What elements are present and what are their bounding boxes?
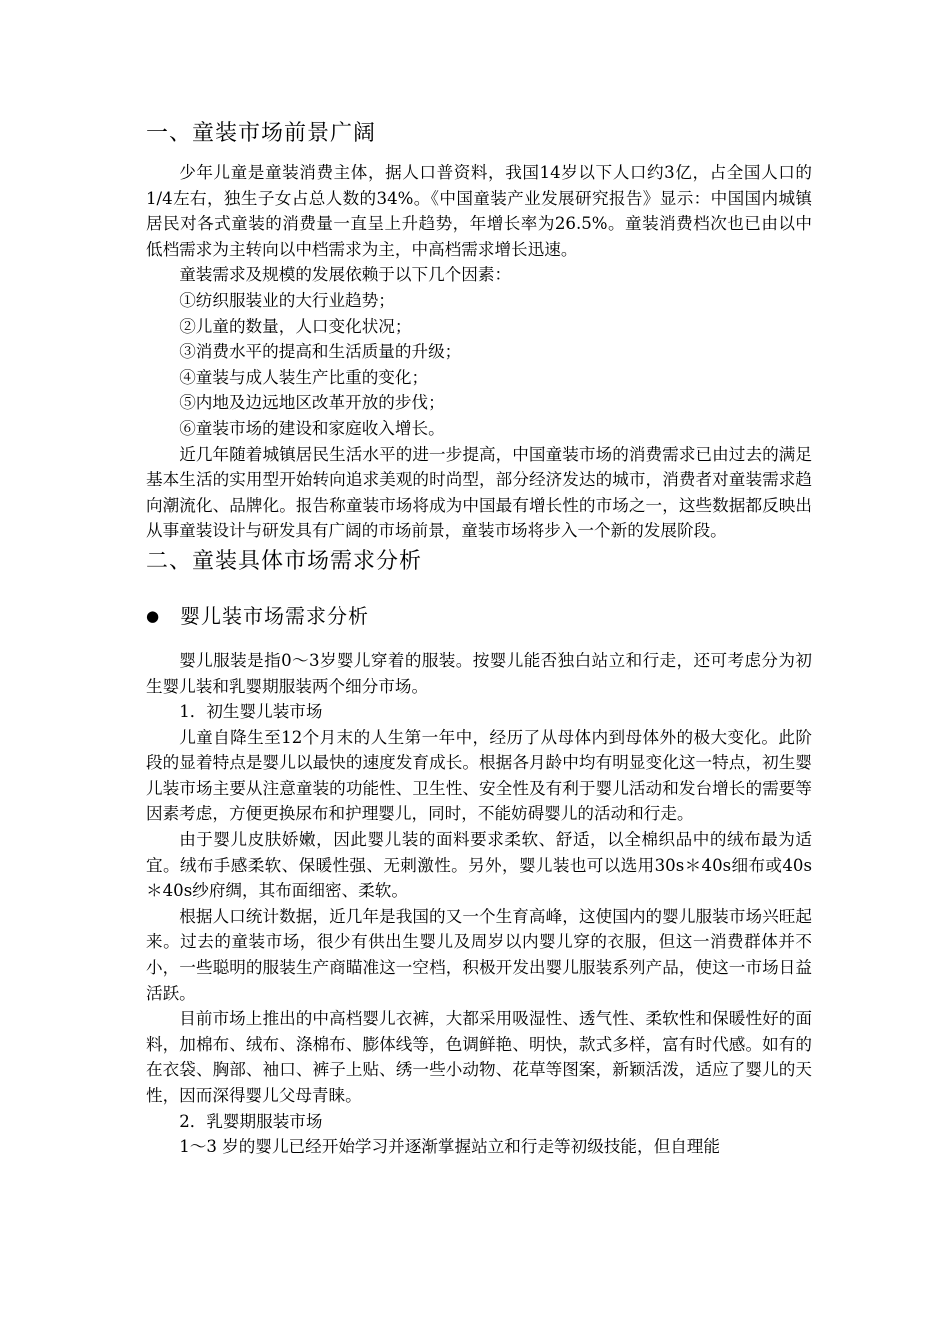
section1-heading: 一、童装市场前景广阔 — [146, 121, 377, 146]
factor-item: ②儿童的数量，人口变化状况； — [179, 316, 412, 336]
section1-paragraph-intro: 少年儿童是童装消费主体，据人口普资料，我国14岁以下人口约3亿，占全国人口的1/4左右，独生子女占总人数的34%。《中国童装产业发展研究报告》显示：中国国内城镇居民对各式童装的消费量一直呈上升趋势，年增长率为26.5%。童装消费档次也已由以中低档需求为主转向以中档需求为主，中高档需求增长迅速。 — [146, 163, 812, 259]
factor-item: ⑤内地及边远地区改革开放的步伐； — [179, 393, 445, 413]
section1-paragraph-closing: 近几年随着城镇居民生活水平的进一步提高，中国童装市场的消费需求已由过去的满足基本生活的实用型开始转向追求美观的时尚型，部分经济发达的城市，消费者对童装需求趋向潮流化、品牌化。报告称童装市场将成为中国最有增长性的市场之一，这些数据都反映出从事童装设计与研发具有广阔的市场前景，童装市场将步入一个新的发展阶段。 — [146, 444, 812, 541]
bullet-heading-text: 婴儿装市场需求分析 — [180, 603, 369, 628]
factor-list — [146, 288, 812, 442]
bullet-heading — [146, 600, 812, 632]
bullet-dot-icon: ● — [146, 606, 160, 625]
factor-item: ①纺织服装业的大行业趋势； — [179, 290, 395, 310]
factor-item: ⑥童装市场的建设和家庭收入增长。 — [179, 418, 445, 438]
subsection1-paragraph: 由于婴儿皮肤娇嫩，因此婴儿装的面料要求柔软、舒适，以全棉织品中的绒布最为适宜。绒布手感柔软、保暖性强、无刺激性。另外，婴儿装也可以选用30s＊40s细布或40s＊40s纱府绸，其布面细密、柔软。 — [146, 830, 812, 901]
factor-item: ③消费水平的提高和生活质量的升级； — [179, 342, 462, 362]
section2-paragraph-intro: 婴儿服装是指0～3岁婴儿穿着的服装。按婴儿能否独白站立和行走，还可考虑分为初生婴儿装和乳婴期服装两个细分市场。 — [146, 650, 812, 696]
subsection1-title: 1．初生婴儿装市场 — [179, 702, 323, 722]
subsection1-paragraph: 根据人口统计数据，近几年是我国的又一个生育高峰，这使国内的婴儿服装市场兴旺起来。过去的童装市场，很少有供出生婴儿及周岁以内婴儿穿的衣服，但这一消费群体并不小，一些聪明的服装生产商瞄准这一空档，积极开发出婴儿服装系列产品，使这一市场日益活跃。 — [146, 906, 812, 1003]
subsection2-title: 2．乳婴期服装市场 — [179, 1111, 323, 1131]
subsection1-paragraph: 儿童自降生至12个月末的人生第一年中，经历了从母体内到母体外的极大变化。此阶段的显着特点是婴儿以最快的速度发育成长。根据各月龄中均有明显变化这一特点，初生婴儿装市场主要从注意童装的功能性、卫生性、安全性及有利于婴儿活动和发台增长的需要等因素考虑，方便更换尿布和护理婴儿，同时，不能妨碍婴儿的活动和行走。 — [146, 727, 812, 824]
factor-item: ④童装与成人装生产比重的变化； — [179, 367, 429, 387]
subsection1-paragraph: 目前市场上推出的中高档婴儿衣裤，大都采用吸湿性、透气性、柔软性和保暖性好的面料，加棉布、绒布、涤棉布、膨体线等，色调鲜艳、明快，款式多样，富有时代感。如有的在衣袋、胸部、袖口、裤子上贴、绣一些小动物、花草等图案，新颖活泼，适应了婴儿的天性，因而深得婴儿父母青睐。 — [146, 1009, 812, 1105]
document-body — [146, 118, 812, 1160]
subsection2-paragraph: 1～3 岁的婴儿已经开始学习并逐渐掌握站立和行走等初级技能，但自理能 — [179, 1137, 720, 1157]
section1-paragraph-factors-lead: 童装需求及规模的发展依赖于以下几个因素： — [179, 265, 512, 285]
section2-heading: 二、童装具体市场需求分析 — [146, 548, 423, 574]
